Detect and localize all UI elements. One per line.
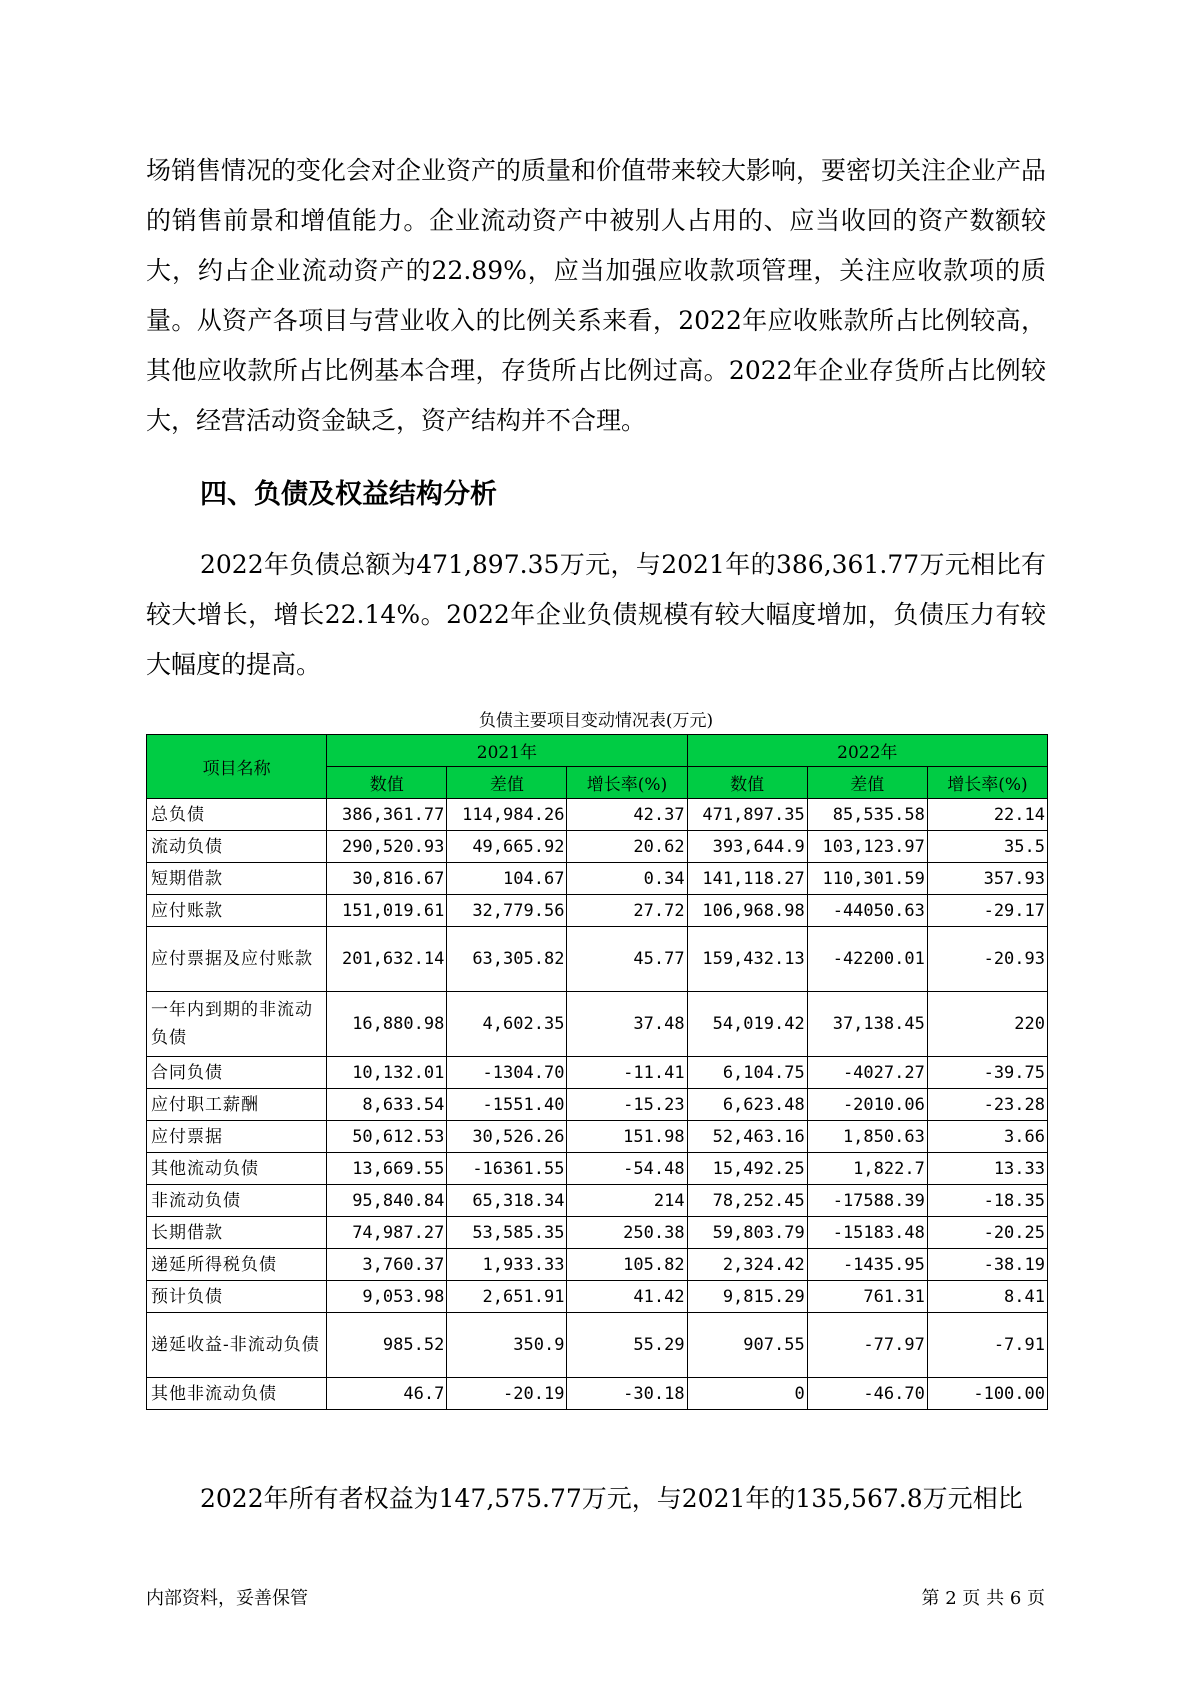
cell-diff-2021: 65,318.34	[447, 1185, 567, 1217]
row-name: 应付票据及应付账款	[147, 927, 327, 992]
cell-rate-2022: -100.00	[927, 1378, 1047, 1410]
header-diff-2021: 差值	[447, 767, 567, 799]
table-row	[147, 831, 1048, 863]
cell-value-2022: 2,324.42	[687, 1249, 807, 1281]
table-row	[147, 1185, 1048, 1217]
cell-diff-2021: 63,305.82	[447, 927, 567, 992]
cell-rate-2022: -18.35	[927, 1185, 1047, 1217]
cell-rate-2021: 250.38	[567, 1217, 687, 1249]
cell-diff-2022: 85,535.58	[807, 799, 927, 831]
row-name: 预计负债	[147, 1281, 327, 1313]
header-year-2021: 2021年	[327, 735, 687, 767]
row-name: 非流动负债	[147, 1185, 327, 1217]
cell-diff-2022: -44050.63	[807, 895, 927, 927]
row-name: 递延所得税负债	[147, 1249, 327, 1281]
cell-rate-2022: -23.28	[927, 1089, 1047, 1121]
cell-diff-2022: -42200.01	[807, 927, 927, 992]
cell-rate-2021: 45.77	[567, 927, 687, 992]
cell-rate-2022: 220	[927, 992, 1047, 1057]
cell-value-2022: 15,492.25	[687, 1153, 807, 1185]
liabilities-table	[146, 734, 1048, 1410]
cell-rate-2021: 55.29	[567, 1313, 687, 1378]
cell-value-2022: 52,463.16	[687, 1121, 807, 1153]
table-row	[147, 1217, 1048, 1249]
cell-rate-2021: 27.72	[567, 895, 687, 927]
cell-diff-2021: 114,984.26	[447, 799, 567, 831]
row-name: 一年内到期的非流动负债	[147, 992, 327, 1057]
row-name: 总负债	[147, 799, 327, 831]
row-name: 短期借款	[147, 863, 327, 895]
cell-value-2022: 393,644.9	[687, 831, 807, 863]
footer-page-number: 第 2 页 共 6 页	[921, 1588, 1045, 1609]
cell-value-2021: 95,840.84	[327, 1185, 447, 1217]
table-row	[147, 1378, 1048, 1410]
table-row	[147, 927, 1048, 992]
table-caption: 负债主要项目变动情况表(万元)	[478, 711, 714, 731]
table-row	[147, 895, 1048, 927]
cell-rate-2022: 8.41	[927, 1281, 1047, 1313]
cell-value-2022: 0	[687, 1378, 807, 1410]
cell-diff-2021: 53,585.35	[447, 1217, 567, 1249]
cell-diff-2021: 32,779.56	[447, 895, 567, 927]
table-row	[147, 799, 1048, 831]
cell-diff-2021: -16361.55	[447, 1153, 567, 1185]
body-paragraph-equity: 2022年所有者权益为147,575.77万元，与2021年的135,567.8万元相比	[200, 1484, 1023, 1513]
cell-value-2022: 6,104.75	[687, 1057, 807, 1089]
table-row	[147, 1281, 1048, 1313]
cell-diff-2022: -15183.48	[807, 1217, 927, 1249]
cell-value-2021: 30,816.67	[327, 863, 447, 895]
cell-value-2021: 9,053.98	[327, 1281, 447, 1313]
cell-diff-2021: 30,526.26	[447, 1121, 567, 1153]
cell-diff-2021: 1,933.33	[447, 1249, 567, 1281]
header-item-name: 项目名称	[147, 735, 327, 799]
row-name: 其他流动负债	[147, 1153, 327, 1185]
cell-rate-2021: -54.48	[567, 1153, 687, 1185]
body-paragraph-liabilities: 2022年负债总额为471,897.35万元，与2021年的386,361.77万元相比有较大增长，增长22.14%。2022年企业负债规模有较大幅度增加，负债压力有较大幅度的提高。	[146, 550, 1046, 679]
cell-diff-2021: 49,665.92	[447, 831, 567, 863]
cell-diff-2022: 761.31	[807, 1281, 927, 1313]
header-value-2022: 数值	[687, 767, 807, 799]
cell-diff-2022: -4027.27	[807, 1057, 927, 1089]
cell-diff-2021: -1304.70	[447, 1057, 567, 1089]
cell-value-2021: 3,760.37	[327, 1249, 447, 1281]
body-paragraph-assets: 场销售情况的变化会对企业资产的质量和价值带来较大影响，要密切关注企业产品的销售前景和增值能力。企业流动资产中被别人占用的、应当收回的资产数额较大，约占企业流动资产的22.89%，应当加强应收款项管理，关注应收款项的质量。从资产各项目与营业收入的比例关系来看，2022年应收账款所占比例较高，其他应收款所占比例基本合理，存货所占比例过高。2022年企业存货所占比例较大，经营活动资金缺乏，资产结构并不合理。	[146, 156, 1047, 435]
cell-value-2021: 290,520.93	[327, 831, 447, 863]
cell-rate-2021: 214	[567, 1185, 687, 1217]
cell-value-2021: 985.52	[327, 1313, 447, 1378]
cell-value-2022: 471,897.35	[687, 799, 807, 831]
cell-value-2021: 74,987.27	[327, 1217, 447, 1249]
cell-rate-2022: -29.17	[927, 895, 1047, 927]
cell-rate-2021: -30.18	[567, 1378, 687, 1410]
cell-value-2021: 151,019.61	[327, 895, 447, 927]
cell-diff-2021: -1551.40	[447, 1089, 567, 1121]
cell-rate-2021: 151.98	[567, 1121, 687, 1153]
cell-rate-2021: 105.82	[567, 1249, 687, 1281]
cell-diff-2022: -2010.06	[807, 1089, 927, 1121]
cell-rate-2021: 20.62	[567, 831, 687, 863]
table-row	[147, 1249, 1048, 1281]
cell-value-2022: 907.55	[687, 1313, 807, 1378]
cell-value-2022: 59,803.79	[687, 1217, 807, 1249]
cell-value-2022: 159,432.13	[687, 927, 807, 992]
cell-value-2022: 78,252.45	[687, 1185, 807, 1217]
cell-value-2021: 386,361.77	[327, 799, 447, 831]
cell-rate-2021: -11.41	[567, 1057, 687, 1089]
cell-diff-2021: 2,651.91	[447, 1281, 567, 1313]
header-rate-2021: 增长率(%)	[567, 767, 687, 799]
cell-diff-2022: 37,138.45	[807, 992, 927, 1057]
cell-rate-2021: 37.48	[567, 992, 687, 1057]
table-row	[147, 1313, 1048, 1378]
row-name: 流动负债	[147, 831, 327, 863]
header-diff-2022: 差值	[807, 767, 927, 799]
cell-value-2021: 10,132.01	[327, 1057, 447, 1089]
section-heading: 四、负债及权益结构分析	[200, 479, 497, 510]
cell-rate-2022: -7.91	[927, 1313, 1047, 1378]
row-name: 应付票据	[147, 1121, 327, 1153]
cell-value-2021: 13,669.55	[327, 1153, 447, 1185]
cell-rate-2021: 41.42	[567, 1281, 687, 1313]
cell-diff-2021: 104.67	[447, 863, 567, 895]
cell-value-2022: 6,623.48	[687, 1089, 807, 1121]
cell-value-2022: 106,968.98	[687, 895, 807, 927]
cell-rate-2022: 22.14	[927, 799, 1047, 831]
row-name: 递延收益-非流动负债	[147, 1313, 327, 1378]
cell-rate-2022: 3.66	[927, 1121, 1047, 1153]
cell-value-2021: 8,633.54	[327, 1089, 447, 1121]
header-value-2021: 数值	[327, 767, 447, 799]
cell-rate-2022: -39.75	[927, 1057, 1047, 1089]
cell-diff-2022: -46.70	[807, 1378, 927, 1410]
cell-rate-2021: -15.23	[567, 1089, 687, 1121]
cell-diff-2022: 1,850.63	[807, 1121, 927, 1153]
footer-confidential-note: 内部资料，妥善保管	[146, 1588, 308, 1609]
table-row	[147, 992, 1048, 1057]
cell-rate-2022: -20.93	[927, 927, 1047, 992]
cell-diff-2022: -1435.95	[807, 1249, 927, 1281]
cell-value-2022: 141,118.27	[687, 863, 807, 895]
cell-diff-2021: 4,602.35	[447, 992, 567, 1057]
table-body	[147, 799, 1048, 1410]
row-name: 应付职工薪酬	[147, 1089, 327, 1121]
row-name: 应付账款	[147, 895, 327, 927]
table-row	[147, 1057, 1048, 1089]
cell-value-2022: 54,019.42	[687, 992, 807, 1057]
cell-value-2021: 50,612.53	[327, 1121, 447, 1153]
header-rate-2022: 增长率(%)	[927, 767, 1047, 799]
cell-value-2021: 16,880.98	[327, 992, 447, 1057]
cell-rate-2021: 0.34	[567, 863, 687, 895]
table-row	[147, 1153, 1048, 1185]
cell-rate-2022: 357.93	[927, 863, 1047, 895]
row-name: 合同负债	[147, 1057, 327, 1089]
cell-rate-2022: -38.19	[927, 1249, 1047, 1281]
row-name: 长期借款	[147, 1217, 327, 1249]
cell-diff-2021: 350.9	[447, 1313, 567, 1378]
cell-rate-2022: 13.33	[927, 1153, 1047, 1185]
cell-diff-2022: -17588.39	[807, 1185, 927, 1217]
row-name: 其他非流动负债	[147, 1378, 327, 1410]
cell-value-2021: 201,632.14	[327, 927, 447, 992]
cell-rate-2021: 42.37	[567, 799, 687, 831]
cell-diff-2021: -20.19	[447, 1378, 567, 1410]
table-row	[147, 1089, 1048, 1121]
cell-rate-2022: 35.5	[927, 831, 1047, 863]
cell-rate-2022: -20.25	[927, 1217, 1047, 1249]
cell-diff-2022: 110,301.59	[807, 863, 927, 895]
table-row	[147, 863, 1048, 895]
cell-value-2022: 9,815.29	[687, 1281, 807, 1313]
cell-value-2021: 46.7	[327, 1378, 447, 1410]
header-year-2022: 2022年	[687, 735, 1047, 767]
cell-diff-2022: -77.97	[807, 1313, 927, 1378]
cell-diff-2022: 103,123.97	[807, 831, 927, 863]
cell-diff-2022: 1,822.7	[807, 1153, 927, 1185]
table-row	[147, 1121, 1048, 1153]
